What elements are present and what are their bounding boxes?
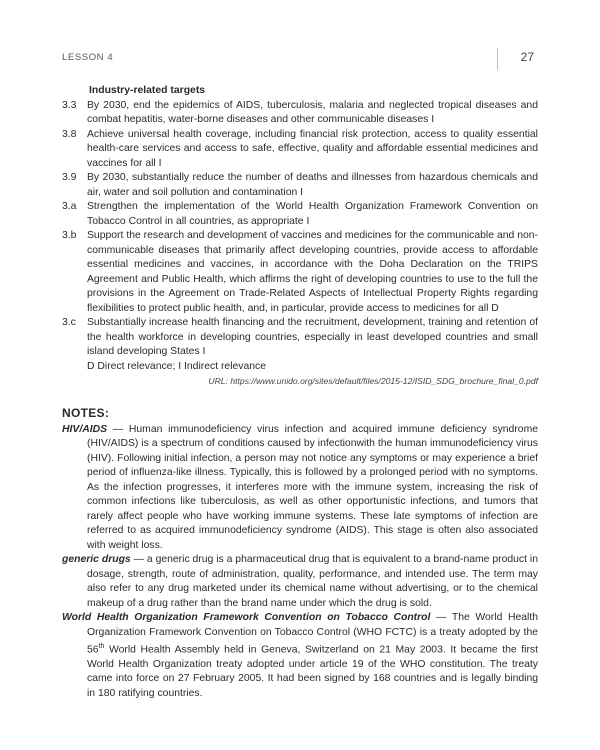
target-number: 3.9	[62, 172, 77, 183]
note-term: World Health Organization Framework Convention on Tobacco Control	[62, 612, 431, 623]
notes-heading: NOTES:	[62, 406, 110, 420]
note-hiv-aids	[62, 423, 538, 554]
note-who-fctc	[62, 611, 538, 701]
target-item	[62, 99, 538, 128]
target-item	[62, 171, 538, 200]
header-divider	[497, 48, 498, 70]
page-header	[62, 52, 534, 72]
target-text: By 2030, substantially reduce the number of deaths and illnesses from hazardous chemicals and air, water and soil pollution and contamination I	[87, 172, 538, 198]
target-number: 3.a	[62, 201, 77, 212]
page-content	[62, 84, 538, 701]
relevance-legend: D Direct relevance; I Indirect relevance	[87, 360, 267, 372]
target-number: 3.b	[62, 230, 77, 241]
target-text: Achieve universal health coverage, including financial risk protection, access to quality essential health-care services and access to safe, effective, quality and affordable essential medicines and vaccines for all I	[87, 128, 538, 169]
target-text: Support the research and development of vaccines and medicines for the communicable and non-communicable diseases that primarily affect developing countries, provide access to affordable essential medicines and vaccines, in accordance with the Doha Declaration on the TRIPS Agreement and Public Health, which affirms the right of developing countries to use to the full the provisions in the Agreement on Trade-Related Aspects of Intellectual Property Rights regarding flexibilities to protect public health, and, in particular, provide access to medicines for all D	[87, 230, 538, 314]
page-number: 27	[520, 50, 534, 64]
note-definition: — The World Health Organization Framework Convention on Tobacco Control (WHO FCTC) is a treaty adopted by the 56	[87, 612, 539, 656]
note-definition: — Human immunodeficiency virus infection and acquired immune deficiency syndrome (HIV/AIDS) is a spectrum of conditions caused by infectionwith the human immunodeficiency virus (HIV). Following initial infection, a person may not notice any symptoms or may experience a brief period of influenza-like illness. Typically, this is followed by a prolonged period with no symptoms. As the infection progresses, it interferes more with the immune system, increasing the risk of common infections like tuberculosis, as well as other opportunistic infections, and tumors that rarely affect people who have working immune systems. These late symptoms of infection are referred to as acquired immunodeficiency syndrome (AIDS). This stage is often also associated with weight loss.	[87, 423, 538, 551]
note-term: HIV/AIDS	[62, 423, 108, 435]
note-definition: — a generic drug is a pharmaceutical drug that is equivalent to a brand-name product in dosage, strength, route of administration, quality, performance, and intended use. The term may also refer to any drug marketed under its chemical name without advertising, or to the chemical makeup of a drug rather than the brand name under which the drug is sold.	[87, 554, 538, 609]
target-text: Substantially increase health financing and the recruitment, development, training and retention of the health workforce in developing countries, especially in least developed countries and small island developing States I	[87, 317, 538, 357]
targets-heading: Industry-related targets	[89, 85, 206, 96]
target-number: 3.8	[62, 128, 77, 140]
target-item	[62, 316, 538, 360]
target-number: 3.c	[62, 317, 76, 328]
target-item	[62, 229, 538, 316]
lesson-label: LESSON 4	[62, 52, 114, 63]
target-number: 3.3	[62, 99, 77, 111]
note-term: generic drugs	[62, 554, 131, 565]
target-text: Strengthen the implementation of the World Health Organization Framework Convention on Tobacco Control in all countries, as appropriate I	[87, 201, 538, 227]
target-item	[62, 200, 538, 229]
note-definition-cont: World Health Assembly held in Geneva, Switzerland on 21 May 2003. It became the first World Health Organization treaty adopted under article 19 of the WHO constitution. The treaty came into force on 27 February 2005. It had been signed by 168 countries and is legally binding in 180 ratifying countries.	[87, 644, 538, 699]
source-url: URL: https://www.unido.org/sites/default/files/2015-12/ISID_SDG_brochure_final_0.pdf	[208, 376, 538, 386]
ordinal-suffix: th	[98, 643, 105, 650]
target-item	[62, 128, 538, 172]
target-text: By 2030, end the epidemics of AIDS, tuberculosis, malaria and neglected tropical diseases and combat hepatitis, water-borne diseases and other communicable diseases I	[87, 99, 538, 125]
note-generic-drugs	[62, 553, 538, 611]
